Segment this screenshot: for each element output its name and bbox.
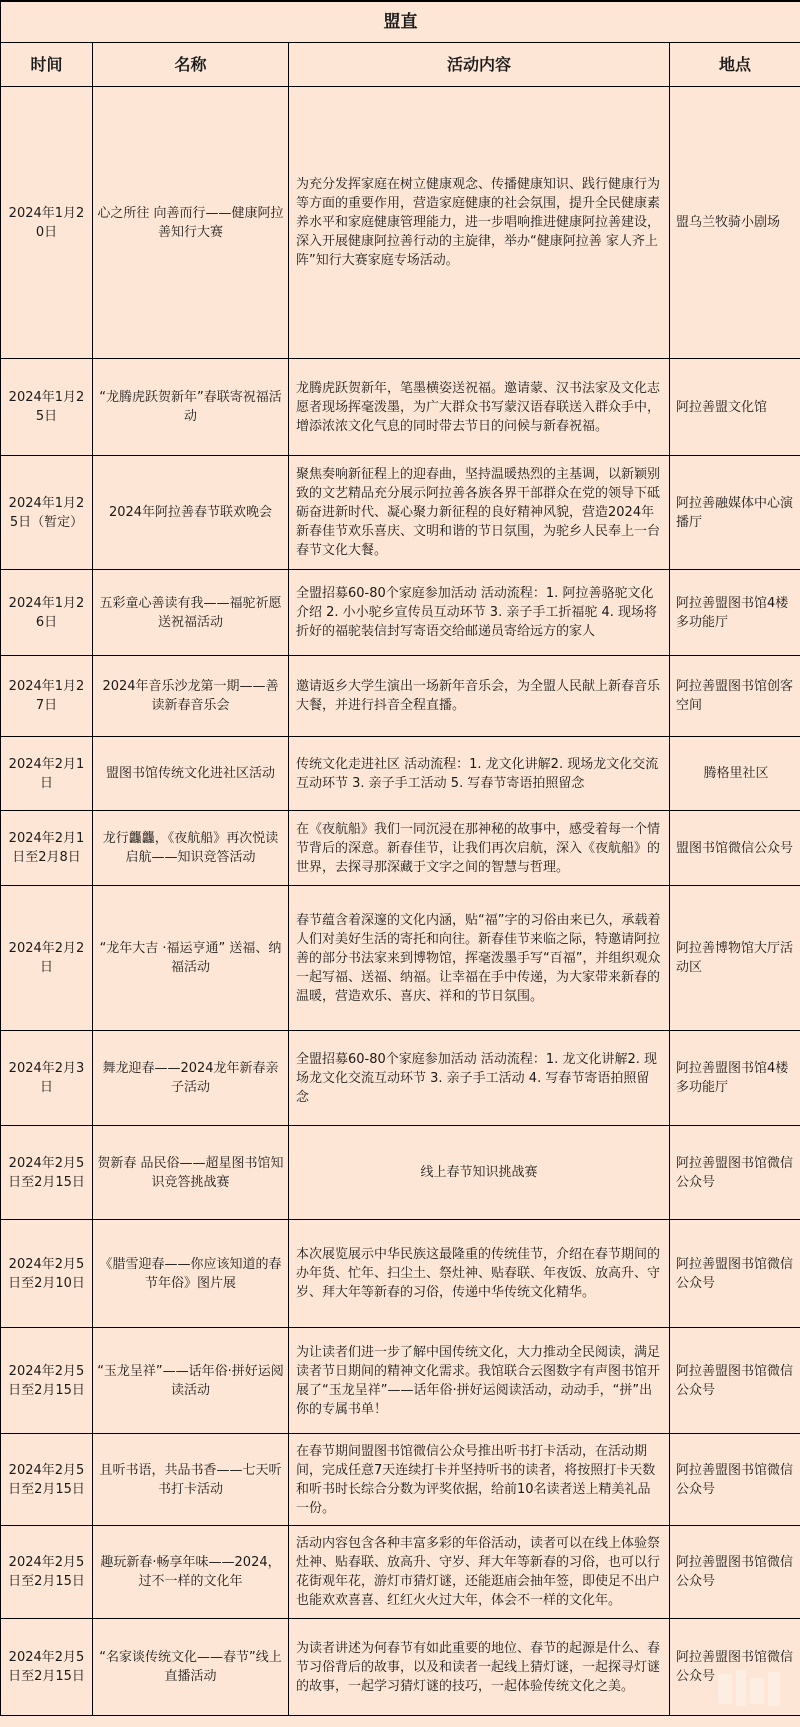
- header-name: 名称: [93, 43, 289, 87]
- table-title-row: [1, 1, 800, 43]
- row-time: 2024年2月5日至2月15日: [1, 1619, 93, 1716]
- table-row: [1, 656, 800, 737]
- row-place: 阿拉善融媒体中心演播厅: [670, 456, 800, 570]
- row-place: 阿拉善盟文化馆: [670, 359, 800, 456]
- row-place: 阿拉善盟图书馆4楼多功能厅: [670, 1031, 800, 1126]
- row-content: 邀请返乡大学生演出一场新年音乐会，为全盟人民献上新春音乐大餐，并进行抖音全程直播。: [289, 656, 670, 737]
- row-content: 龙腾虎跃贺新年，笔墨横姿送祝福。邀请蒙、汉书法家及文化志愿者现场挥毫泼墨，为广大群众书写蒙汉语春联送入群众手中，增添浓浓文化气息的同时带去节日的问候与新春祝福。: [289, 359, 670, 456]
- table-row: [1, 1526, 800, 1619]
- row-name: 《腊雪迎春——你应该知道的春节年俗》图片展: [93, 1220, 289, 1328]
- row-content: 聚焦奏响新征程上的迎春曲，坚持温暖热烈的主基调，以新颖别致的文艺精品充分展示阿拉善各族各界干部群众在党的领导下砥砺奋进新时代、凝心聚力新征程的良好精神风貌，营造2024年新春佳节欢乐喜庆、文明和谐的节日氛围，为驼乡人民奉上一台春节文化大餐。: [289, 456, 670, 570]
- row-place: 阿拉善盟图书馆微信公众号: [670, 1220, 800, 1328]
- row-name: “龙腾虎跃贺新年”春联寄祝福活动: [93, 359, 289, 456]
- row-name: 舞龙迎春——2024龙年新春亲子活动: [93, 1031, 289, 1126]
- header-place: 地点: [670, 43, 800, 87]
- row-content: 全盟招募60-80个家庭参加活动 活动流程：1. 龙文化讲解2. 现场龙文化交流互动环节 3. 亲子手工活动 4. 写春节寄语拍照留念: [289, 1031, 670, 1126]
- row-time: 2024年2月1日: [1, 737, 93, 811]
- row-place: 阿拉善盟图书馆微信公众号: [670, 1619, 800, 1716]
- row-time: 2024年2月3日: [1, 1031, 93, 1126]
- table-row: [1, 359, 800, 456]
- header-time: 时间: [1, 43, 93, 87]
- row-content: 全盟招募60-80个家庭参加活动 活动流程：1. 阿拉善骆驼文化介绍 2. 小小驼乡宣传员互动环节 3. 亲子手工折福驼 4. 现场将折好的福驼装信封写寄语交给邮递员寄给远方的家人: [289, 570, 670, 656]
- row-name: 趣玩新春·畅享年味——2024，过不一样的文化年: [93, 1526, 289, 1619]
- row-content: 活动内容包含各种丰富多彩的年俗活动，读者可以在线上体验祭灶神、贴春联、放高升、守岁、拜大年等新春的习俗，也可以行花街观年花，游灯市猜灯谜，还能逛庙会抽年签，即使足不出户也能欢欢喜喜、红红火火过大年，体会不一样的文化年。: [289, 1526, 670, 1619]
- row-name: 2024年阿拉善春节联欢晚会: [93, 456, 289, 570]
- header-content: 活动内容: [289, 43, 670, 87]
- row-time: 2024年1月26日: [1, 570, 93, 656]
- row-time: 2024年1月25日（暂定）: [1, 456, 93, 570]
- row-place: 阿拉善盟图书馆创客空间: [670, 656, 800, 737]
- row-time: 2024年2月1日至2月8日: [1, 811, 93, 886]
- row-time: 2024年2月5日至2月15日: [1, 1328, 93, 1434]
- row-name: 五彩童心善读有我——福驼祈愿送祝福活动: [93, 570, 289, 656]
- table-row: [1, 1126, 800, 1220]
- row-time: 2024年2月5日至2月15日: [1, 1126, 93, 1220]
- row-time: 2024年1月25日: [1, 359, 93, 456]
- row-name: 2024年音乐沙龙第一期——善读新春音乐会: [93, 656, 289, 737]
- table-header-row: [1, 43, 800, 87]
- row-time: 2024年2月5日至2月15日: [1, 1434, 93, 1526]
- row-time: 2024年1月20日: [1, 87, 93, 359]
- table-row: [1, 1328, 800, 1434]
- table-row: [1, 456, 800, 570]
- row-place: 阿拉善盟图书馆微信公众号: [670, 1434, 800, 1526]
- table-row: [1, 1434, 800, 1526]
- table-row: [1, 886, 800, 1031]
- row-name: “玉龙呈祥”——话年俗·拼好运阅读活动: [93, 1328, 289, 1434]
- row-content: 为读者讲述为何春节有如此重要的地位、春节的起源是什么、春节习俗背后的故事，以及和读者一起线上猜灯谜，一起探寻灯谜的故事，一起学习猜灯谜的技巧，一起体验传统文化之美。: [289, 1619, 670, 1716]
- row-name: “龙年大吉 ·福运亨通” 送福、纳福活动: [93, 886, 289, 1031]
- row-content: 为充分发挥家庭在树立健康观念、传播健康知识、践行健康行为等方面的重要作用，营造家庭健康的社会氛围，提升全民健康素养水平和家庭健康管理能力，进一步唱响推进健康阿拉善建设，深入开展健康阿拉善行动的主旋律，举办“健康阿拉善 家人齐上阵”知行大赛家庭专场活动。: [289, 87, 670, 359]
- table-row: [1, 570, 800, 656]
- row-place: 阿拉善盟图书馆4楼多功能厅: [670, 570, 800, 656]
- row-time: 2024年1月27日: [1, 656, 93, 737]
- row-content: 本次展览展示中华民族这最隆重的传统佳节，介绍在春节期间的办年货、忙年、扫尘土、祭灶神、贴春联、年夜饭、放高升、守岁、拜大年等新春的习俗，传递中华传统文化精华。: [289, 1220, 670, 1328]
- row-time: 2024年2月5日至2月10日: [1, 1220, 93, 1328]
- row-content: 传统文化走进社区 活动流程：1. 龙文化讲解2. 现场龙文化交流互动环节 3. 亲子手工活动 5. 写春节寄语拍照留念: [289, 737, 670, 811]
- row-place: 阿拉善盟图书馆微信公众号: [670, 1126, 800, 1220]
- row-content: 线上春节知识挑战赛: [289, 1126, 670, 1220]
- row-place: 盟乌兰牧骑小剧场: [670, 87, 800, 359]
- row-content: 春节蕴含着深邃的文化内涵，贴“福”字的习俗由来已久，承载着人们对美好生活的寄托和向往。新春佳节来临之际，特邀请阿拉善的部分书法家来到博物馆，挥毫泼墨手写“百福”，并组织观众一起写福、送福、纳福。让幸福在手中传递，为大家带来新春的温暖，营造欢乐、喜庆、祥和的节日氛围。: [289, 886, 670, 1031]
- table-row: [1, 737, 800, 811]
- table-row: [1, 811, 800, 886]
- table-row: [1, 1031, 800, 1126]
- row-place: 阿拉善盟图书馆微信公众号: [670, 1328, 800, 1434]
- row-name: 贺新春 品民俗——超星图书馆知识竞答挑战赛: [93, 1126, 289, 1220]
- table-title: 盟直: [1, 1, 800, 43]
- row-place: 盟图书馆微信公众号: [670, 811, 800, 886]
- row-name: “名家谈传统文化——春节”线上直播活动: [93, 1619, 289, 1716]
- row-content: 在《夜航船》我们一同沉浸在那神秘的故事中，感受着每一个情节背后的深意。新春佳节，让我们再次启航，深入《夜航船》的世界，去探寻那深藏于文字之间的智慧与哲理。: [289, 811, 670, 886]
- row-time: 2024年2月2日: [1, 886, 93, 1031]
- row-content: 在春节期间盟图书馆微信公众号推出听书打卡活动，在活动期间，完成任意7天连续打卡并坚持听书的读者，将按照打卡天数和听书时长综合分数为评奖依据，给前10名读者送上精美礼品一份。: [289, 1434, 670, 1526]
- table-row: [1, 87, 800, 359]
- row-place: 阿拉善盟图书馆微信公众号: [670, 1526, 800, 1619]
- row-name: 盟图书馆传统文化进社区活动: [93, 737, 289, 811]
- row-time: 2024年2月5日至2月15日: [1, 1526, 93, 1619]
- row-content: 为让读者们进一步了解中国传统文化，大力推动全民阅读，满足读者节日期间的精神文化需求。我馆联合云图数字有声图书馆开展了“玉龙呈祥”——话年俗·拼好运阅读活动，动动手，“拼”出你的专属书单！: [289, 1328, 670, 1434]
- row-place: 腾格里社区: [670, 737, 800, 811]
- row-name: 且听书语，共品书香——七天听书打卡活动: [93, 1434, 289, 1526]
- row-name: 心之所往 向善而行——健康阿拉善知行大赛: [93, 87, 289, 359]
- table-row: [1, 1619, 800, 1716]
- row-place: 阿拉善博物馆大厅活动区: [670, 886, 800, 1031]
- table-row: [1, 1220, 800, 1328]
- row-name: 龙行龘龘，《夜航船》再次悦读启航——知识竞答活动: [93, 811, 289, 886]
